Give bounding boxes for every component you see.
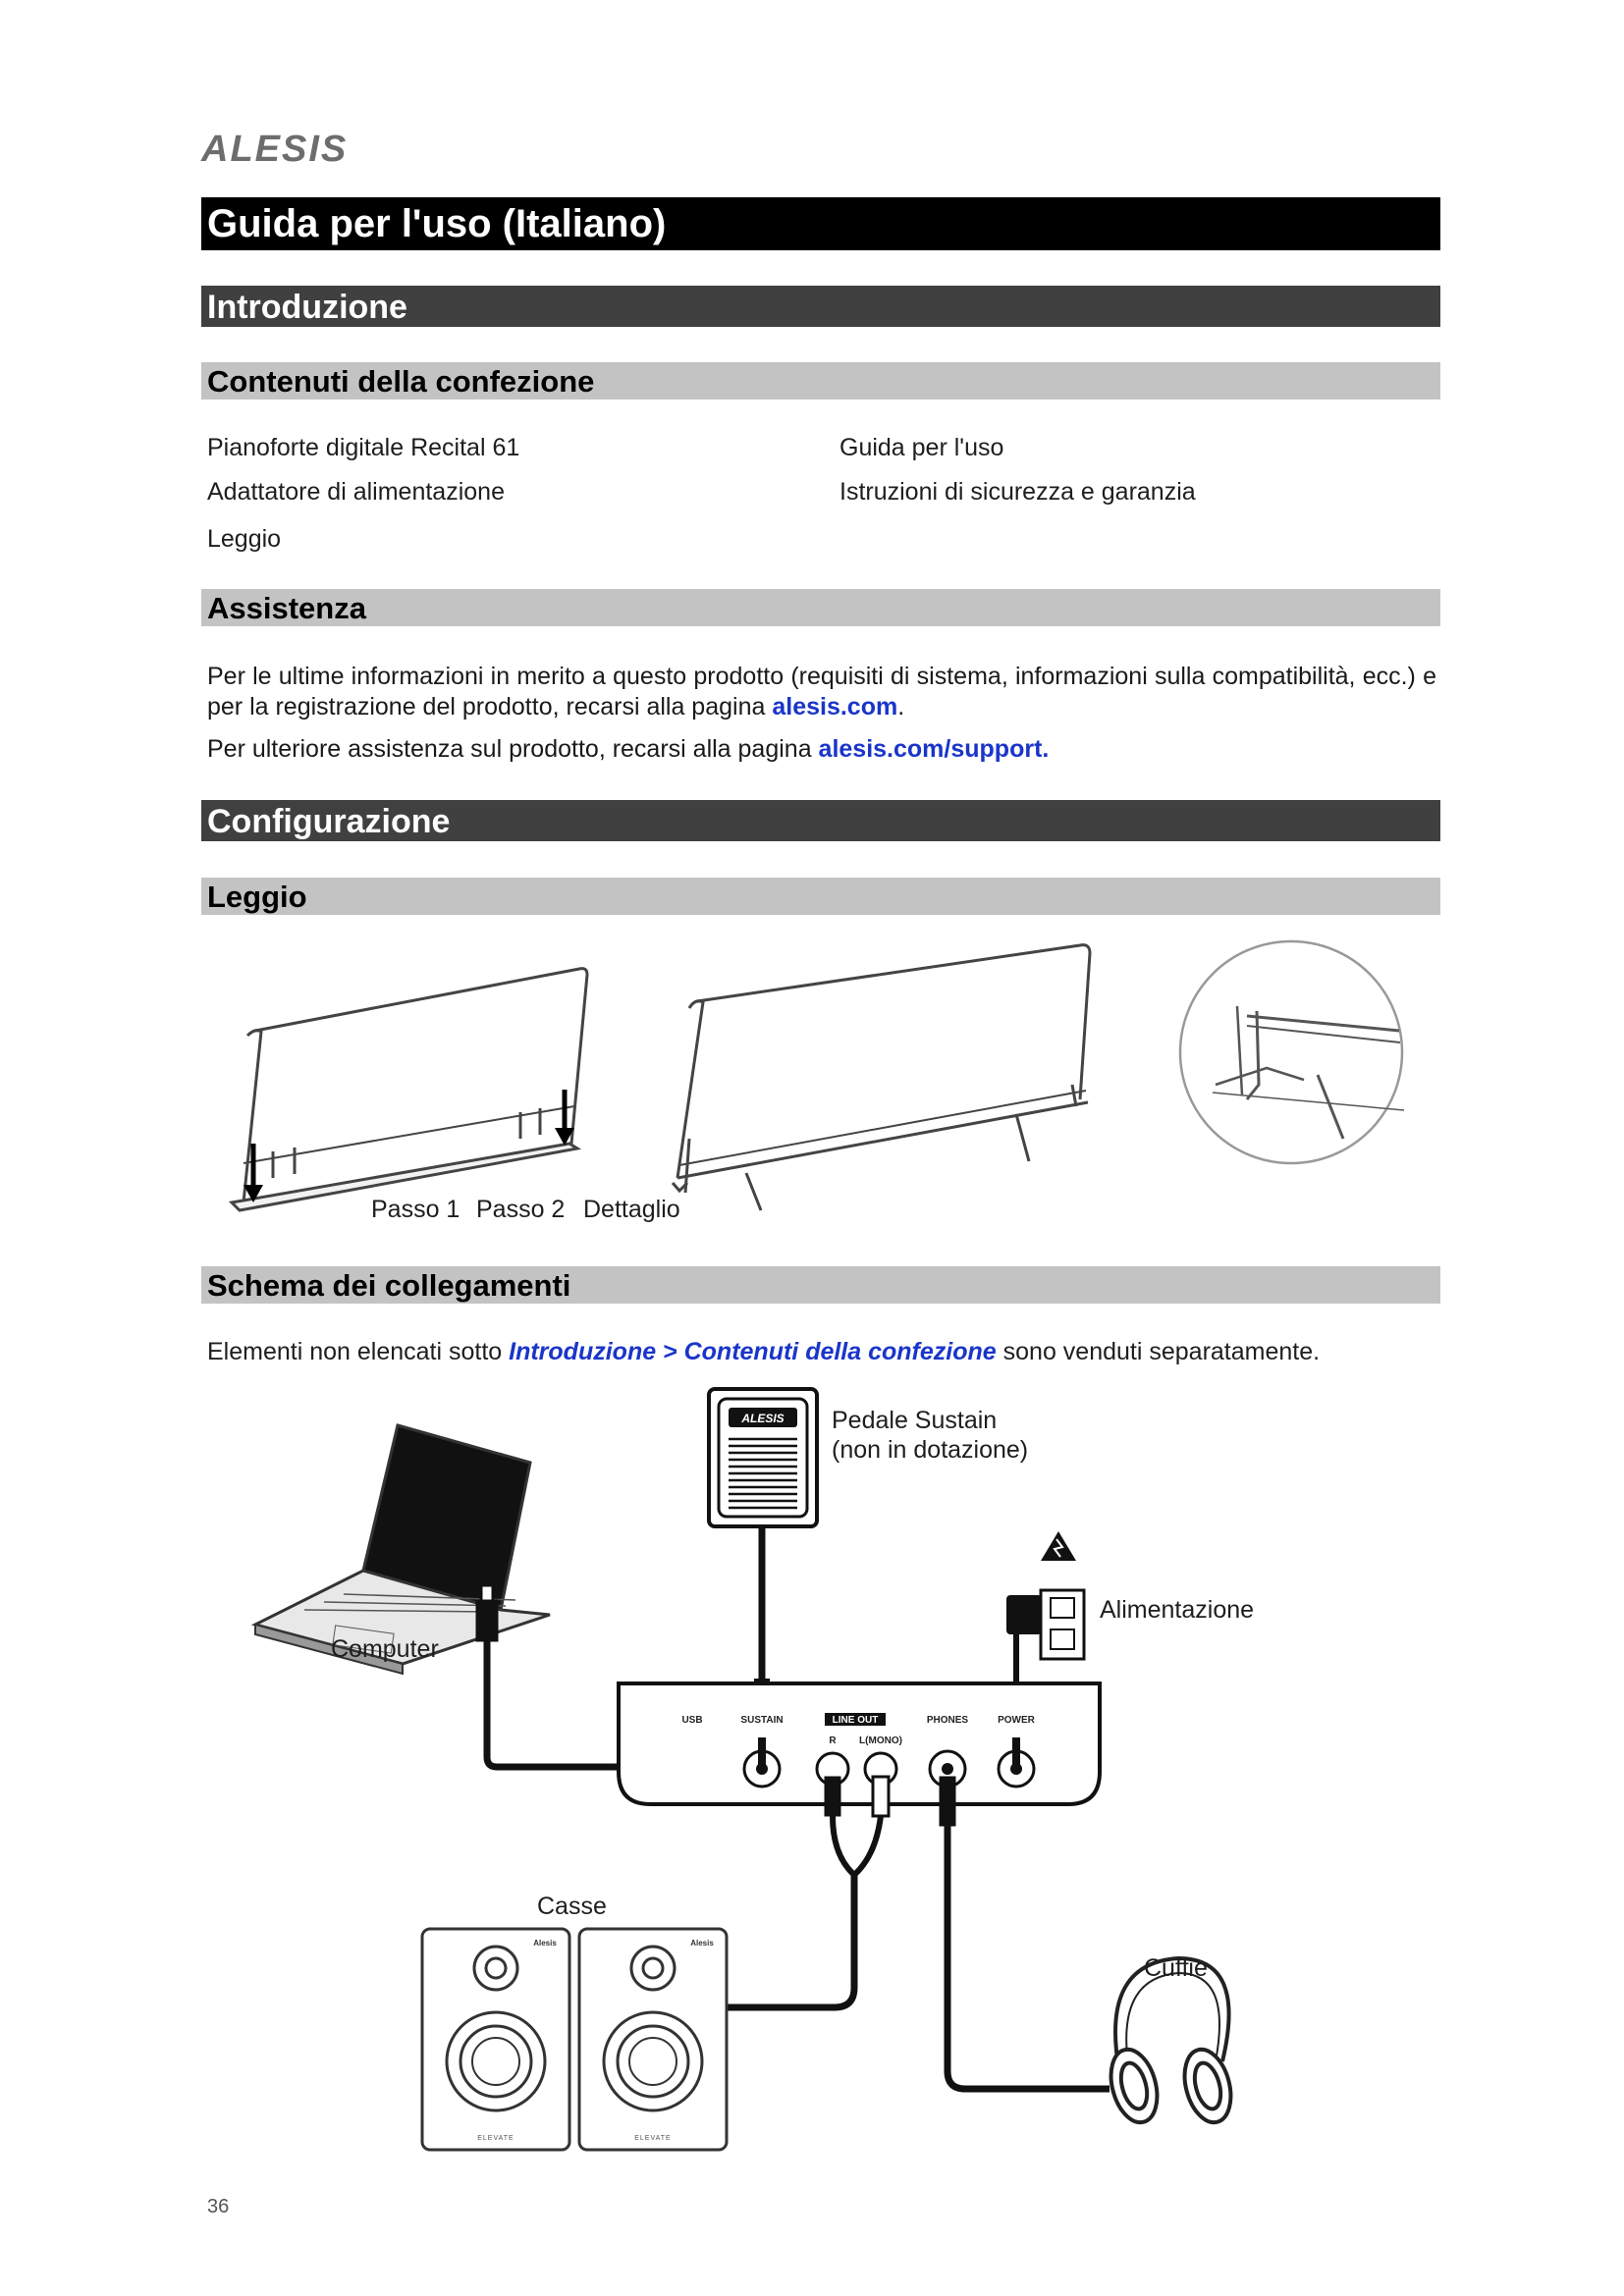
section-heading-intro: Introduzione [201, 286, 1440, 327]
box-item: Leggio [207, 525, 282, 553]
speakers-figure [422, 1929, 727, 2150]
heading-support: Assistenza [201, 589, 1440, 626]
label-pedal: Pedale Sustain [832, 1407, 998, 1434]
page-number: 36 [207, 2196, 230, 2217]
caption-detail: Dettaglio [583, 1196, 680, 1223]
speaker-left [422, 1929, 569, 2150]
panel-label-r: R [829, 1735, 837, 1746]
music-rest-detail-figure [1180, 941, 1404, 1163]
support-text-end: . [897, 693, 905, 721]
label-computer: Computer [331, 1635, 439, 1663]
heading-box-contents: Contenuti della confezione [201, 362, 1440, 400]
box-item: Istruzioni di sicurezza e garanzia [839, 478, 1196, 506]
speaker-badge-right: Alesis [690, 1939, 714, 1948]
label-power: Alimentazione [1100, 1596, 1255, 1624]
note-text-end: sono venduti separatamente. [996, 1338, 1321, 1365]
panel-label-power: POWER [998, 1715, 1035, 1726]
support-link[interactable]: alesis.com [772, 693, 898, 721]
panel-label-line-out: LINE OUT [832, 1715, 879, 1726]
box-item: Pianoforte digitale Recital 61 [207, 434, 520, 461]
headphones-figure [1104, 1958, 1238, 2127]
box-item: Guida per l'uso [839, 434, 1004, 461]
heading-music-rest: Leggio [201, 878, 1440, 915]
label-speakers: Casse [537, 1893, 607, 1920]
pedal-badge: ALESIS [741, 1412, 785, 1425]
headphone-cable [940, 1777, 1110, 2089]
section-heading-setup: Configurazione [201, 800, 1440, 841]
speaker-right [579, 1929, 727, 2150]
piano-rear-panel [619, 1683, 1100, 1804]
logo-text: ALESIS [201, 129, 349, 170]
speaker-base-right: ELEVATE [634, 2135, 672, 2142]
support-text: Per le ultime informazioni in merito a questo prodotto (requisiti di sistema, informazioni sulla compatibilità, ecc.) e per la registrazione del prodotto, recarsi alla pagina [207, 663, 1436, 721]
support-link-2[interactable]: alesis.com/support. [818, 735, 1050, 763]
note-text: Elementi non elencati sotto [207, 1338, 510, 1365]
page-title: Guida per l'uso (Italiano) [201, 197, 1440, 250]
box-item: Adattatore di alimentazione [207, 478, 505, 506]
alesis-logo [201, 126, 398, 169]
support-paragraph-2 [207, 734, 1436, 765]
label-headphones: Cuffie [1144, 1954, 1208, 1982]
connection-diagram [265, 1384, 1276, 2169]
support-paragraph [207, 662, 1436, 722]
caption-step1: Passo 1 [371, 1196, 460, 1223]
connections-note [207, 1337, 1320, 1367]
speaker-badge-left: Alesis [533, 1939, 557, 1948]
support-text-2: Per ulteriore assistenza sul prodotto, recarsi alla pagina [207, 735, 819, 763]
panel-label-usb: USB [681, 1715, 703, 1726]
note-link[interactable]: Introduzione > Contenuti della confezione [509, 1338, 997, 1365]
speaker-base-left: ELEVATE [477, 2135, 514, 2142]
panel-label-phones: PHONES [926, 1715, 969, 1726]
music-rest-step1-figure [232, 969, 587, 1210]
label-pedal-note: (non in dotazione) [832, 1436, 1029, 1464]
caption-step2: Passo 2 [476, 1196, 566, 1223]
heading-connections: Schema dei collegamenti [201, 1266, 1440, 1304]
music-rest-step2-figure [673, 945, 1090, 1210]
panel-label-l-mono: L(MONO) [859, 1735, 902, 1746]
panel-label-sustain: SUSTAIN [740, 1715, 784, 1726]
